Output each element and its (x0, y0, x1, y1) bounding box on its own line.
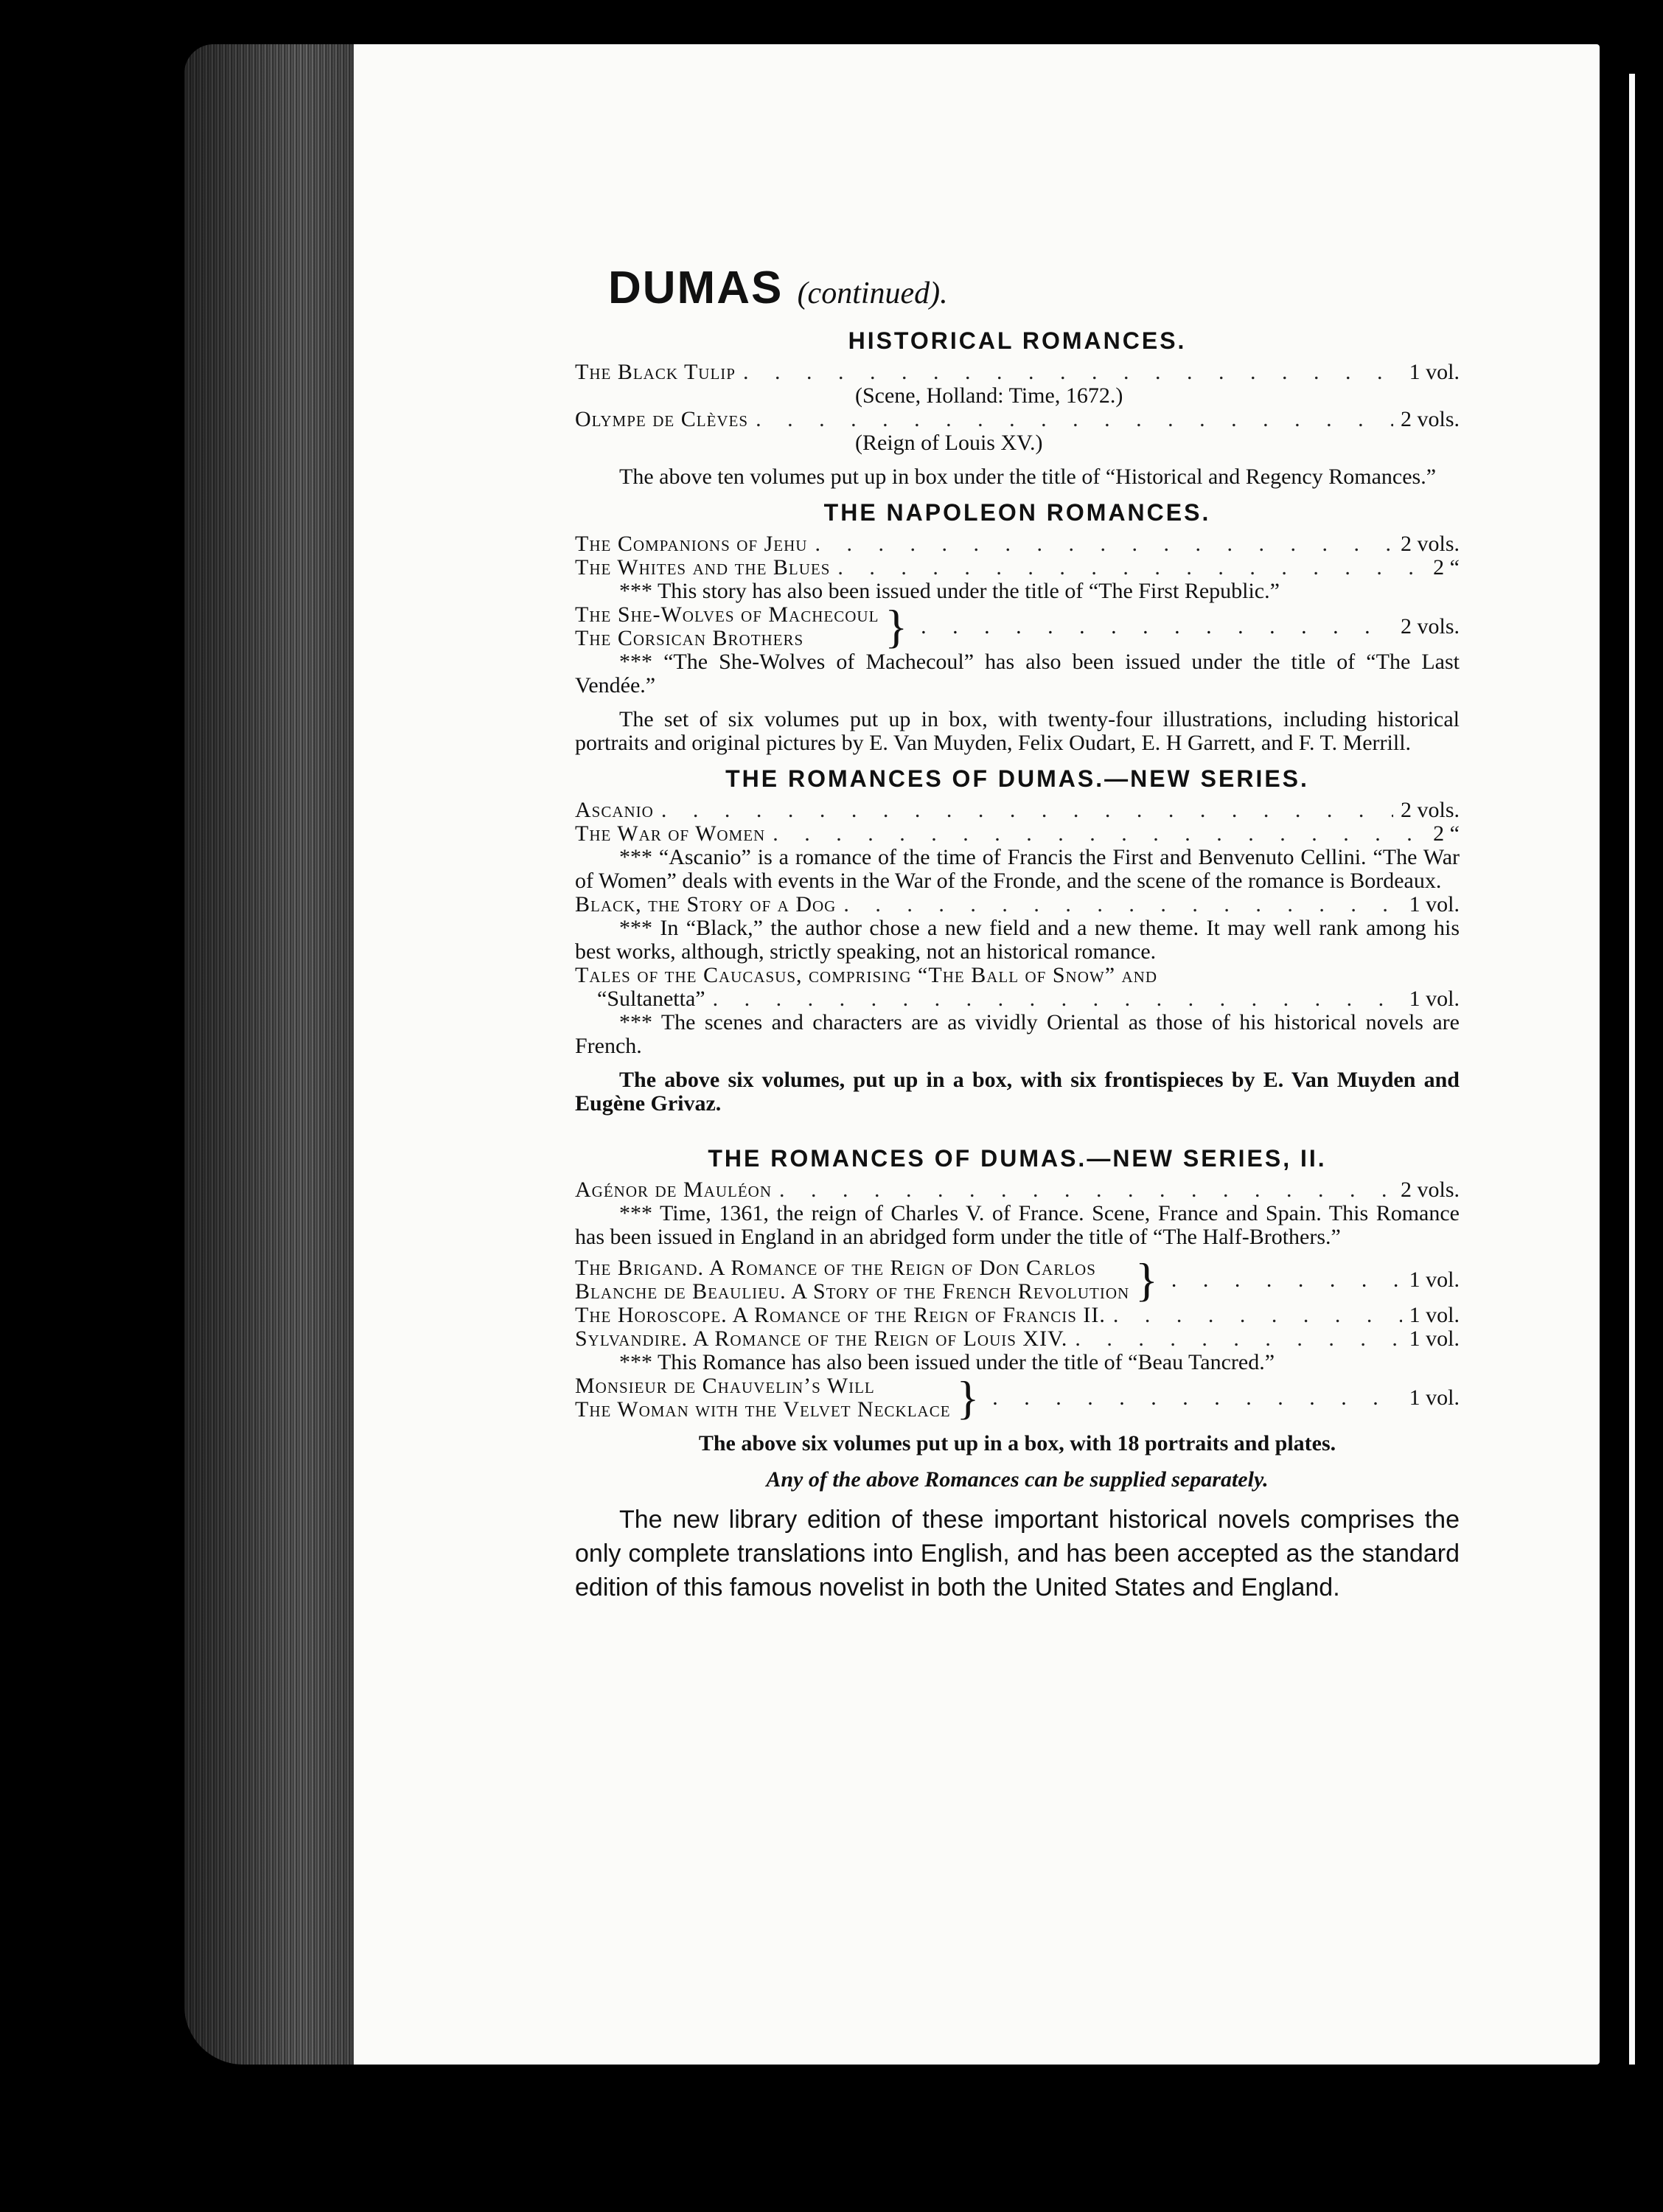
page-content (575, 262, 1460, 1604)
book-title: Monsieur de Chauvelin’s Will (575, 1374, 875, 1398)
volume-count: 1 vol. (1409, 1385, 1460, 1410)
leader-dots (773, 822, 1426, 846)
volume-count: 2 “ (1433, 555, 1460, 580)
book-title: The Black Tulip (575, 360, 736, 384)
volume-count: 1 vol. (1409, 1303, 1460, 1327)
list-item (575, 556, 1460, 580)
book-title: The Corsican Brothers (575, 626, 804, 650)
book-subtitle: (Scene, Holland: Time, 1672.) (855, 383, 1123, 408)
leader-dots (779, 1178, 1393, 1202)
leader-dots (837, 556, 1426, 580)
list-item (575, 987, 1460, 1011)
list-item (575, 893, 1460, 917)
title-continued: (continued). (797, 276, 948, 310)
title-main: DUMAS (608, 262, 784, 313)
book-title: The War of Women (575, 821, 766, 846)
book-title: The Companions of Jehu (575, 532, 808, 556)
volume-count: 1 vol. (1409, 892, 1460, 917)
footnote: *** This story has also been issued under the title of “The First Republic.” (619, 579, 1280, 603)
volume-count: 1 vol. (1409, 1326, 1460, 1351)
book-title: Tales of the Caucasus, comprising “The Ball of Snow” and (575, 963, 1158, 987)
volume-count: 2 vols. (1400, 798, 1460, 822)
leader-dots (1171, 1268, 1402, 1292)
book-title: Ascanio (575, 798, 654, 822)
list-item (575, 799, 1460, 822)
leader-dots (743, 361, 1402, 384)
book-title: The Whites and the Blues (575, 555, 831, 580)
section-heading-historical: HISTORICAL ROMANCES. (848, 327, 1187, 354)
bracketed-list-item (575, 1253, 1460, 1306)
volume-count: 1 vol. (1409, 1267, 1460, 1292)
volume-count: 2 vols. (1400, 1178, 1460, 1202)
section-heading-napoleon: THE NAPOLEON ROMANCES. (823, 499, 1211, 526)
leader-dots (1113, 1304, 1402, 1327)
leader-dots (713, 987, 1402, 1011)
volume-count: 2 vols. (1400, 532, 1460, 556)
volume-count: 1 vol. (1409, 987, 1460, 1011)
list-item (575, 1327, 1460, 1351)
book-title: The Woman with the Velvet Necklace (575, 1397, 951, 1422)
leader-dots (661, 799, 1393, 822)
footnote: *** “The She-Wolves of Machecoul” has also been issued under the title of “The Last Vendée.” (575, 650, 1460, 698)
closing-paragraph: The new library edition of these important historical novels comprises the only complete translations into English, and has been accepted as the standard edition of this famous novelist in both the United States and England. (575, 1506, 1460, 1601)
footnote: *** “Ascanio” is a romance of the time of Francis the First and Benvenuto Cellini. “The War of Women” deals with events in the War of the Fronde, and the scene of the romance is Bordeaux. (575, 845, 1460, 893)
page-title (608, 262, 1460, 314)
list-item (575, 1304, 1460, 1327)
footnote: *** The scenes and characters are as vividly Oriental as those of his historical novels are French. (575, 1010, 1460, 1058)
book-title: The Brigand. A Romance of the Reign of Don Carlos (575, 1256, 1096, 1280)
list-item (575, 532, 1460, 556)
leader-dots (843, 893, 1401, 917)
adjacent-page-edge (1629, 74, 1635, 2065)
section-paragraph: The above six volumes put up in a box, with 18 portraits and plates. (698, 1431, 1336, 1455)
book-title: Sylvandire. A Romance of the Reign of Louis XIV. (575, 1326, 1068, 1351)
bracketed-list-item (575, 1371, 1460, 1424)
leader-dots (992, 1386, 1401, 1410)
book-title: The Horoscope. A Romance of the Reign of Francis II. (575, 1303, 1106, 1327)
volume-count: 2 vols. (1400, 614, 1460, 639)
leader-dots (921, 615, 1393, 639)
section-heading-new-series-ii: THE ROMANCES OF DUMAS.—NEW SERIES, II. (708, 1145, 1327, 1172)
footnote: *** This Romance has also been issued under the title of “Beau Tancred.” (619, 1350, 1275, 1374)
book-title: Black, the Story of a Dog (575, 892, 837, 917)
list-item (575, 822, 1460, 846)
brace-glyph: } (885, 600, 908, 653)
brace-glyph: } (956, 1371, 980, 1424)
book-title: Agénor de Mauléon (575, 1178, 772, 1202)
list-item (575, 1178, 1460, 1202)
book-title: Olympe de Clèves (575, 407, 749, 431)
leader-dots (815, 532, 1393, 556)
brace-glyph: } (1135, 1253, 1158, 1306)
book-title: Blanche de Beaulieu. A Story of the French Revolution (575, 1279, 1130, 1304)
section-heading-new-series: THE ROMANCES OF DUMAS.—NEW SERIES. (725, 765, 1309, 792)
list-item (575, 964, 1460, 987)
book-title: The She-Wolves of Machecoul (575, 602, 879, 627)
leader-dots (1075, 1327, 1401, 1351)
list-item (575, 408, 1460, 431)
leader-dots (756, 408, 1393, 431)
footnote: *** Time, 1361, the reign of Charles V. of France. Scene, France and Spain. This Romance has been issued in England in an abridged form under the title of “The Half-Brothers.” (575, 1201, 1460, 1249)
bracketed-list-item (575, 600, 1460, 653)
volume-count: 2 “ (1433, 821, 1460, 846)
section-paragraph: The above ten volumes put up in box under the title of “Historical and Regency Romances.” (619, 465, 1437, 489)
volume-count: 1 vol. (1409, 360, 1460, 384)
volume-count: 2 vols. (1400, 407, 1460, 431)
section-paragraph: The set of six volumes put up in box, with twenty-four illustrations, including historical portraits and original pictures by E. Van Muyden, Felix Oudart, E. H Garrett, and F. T. Merrill. (575, 707, 1460, 755)
book-title-continued: “Sultanetta” (597, 987, 705, 1011)
section-paragraph: The above six volumes, put up in a box, with six frontispieces by E. Van Muyden and Eugène Grivaz. (575, 1068, 1460, 1116)
supply-note: Any of the above Romances can be supplied separately. (766, 1467, 1269, 1492)
book-subtitle: (Reign of Louis XV.) (855, 431, 1043, 455)
footnote: *** In “Black,” the author chose a new field and a new theme. It may well rank among his best works, although, strictly speaking, not an historical romance. (575, 916, 1460, 964)
list-item (575, 361, 1460, 384)
